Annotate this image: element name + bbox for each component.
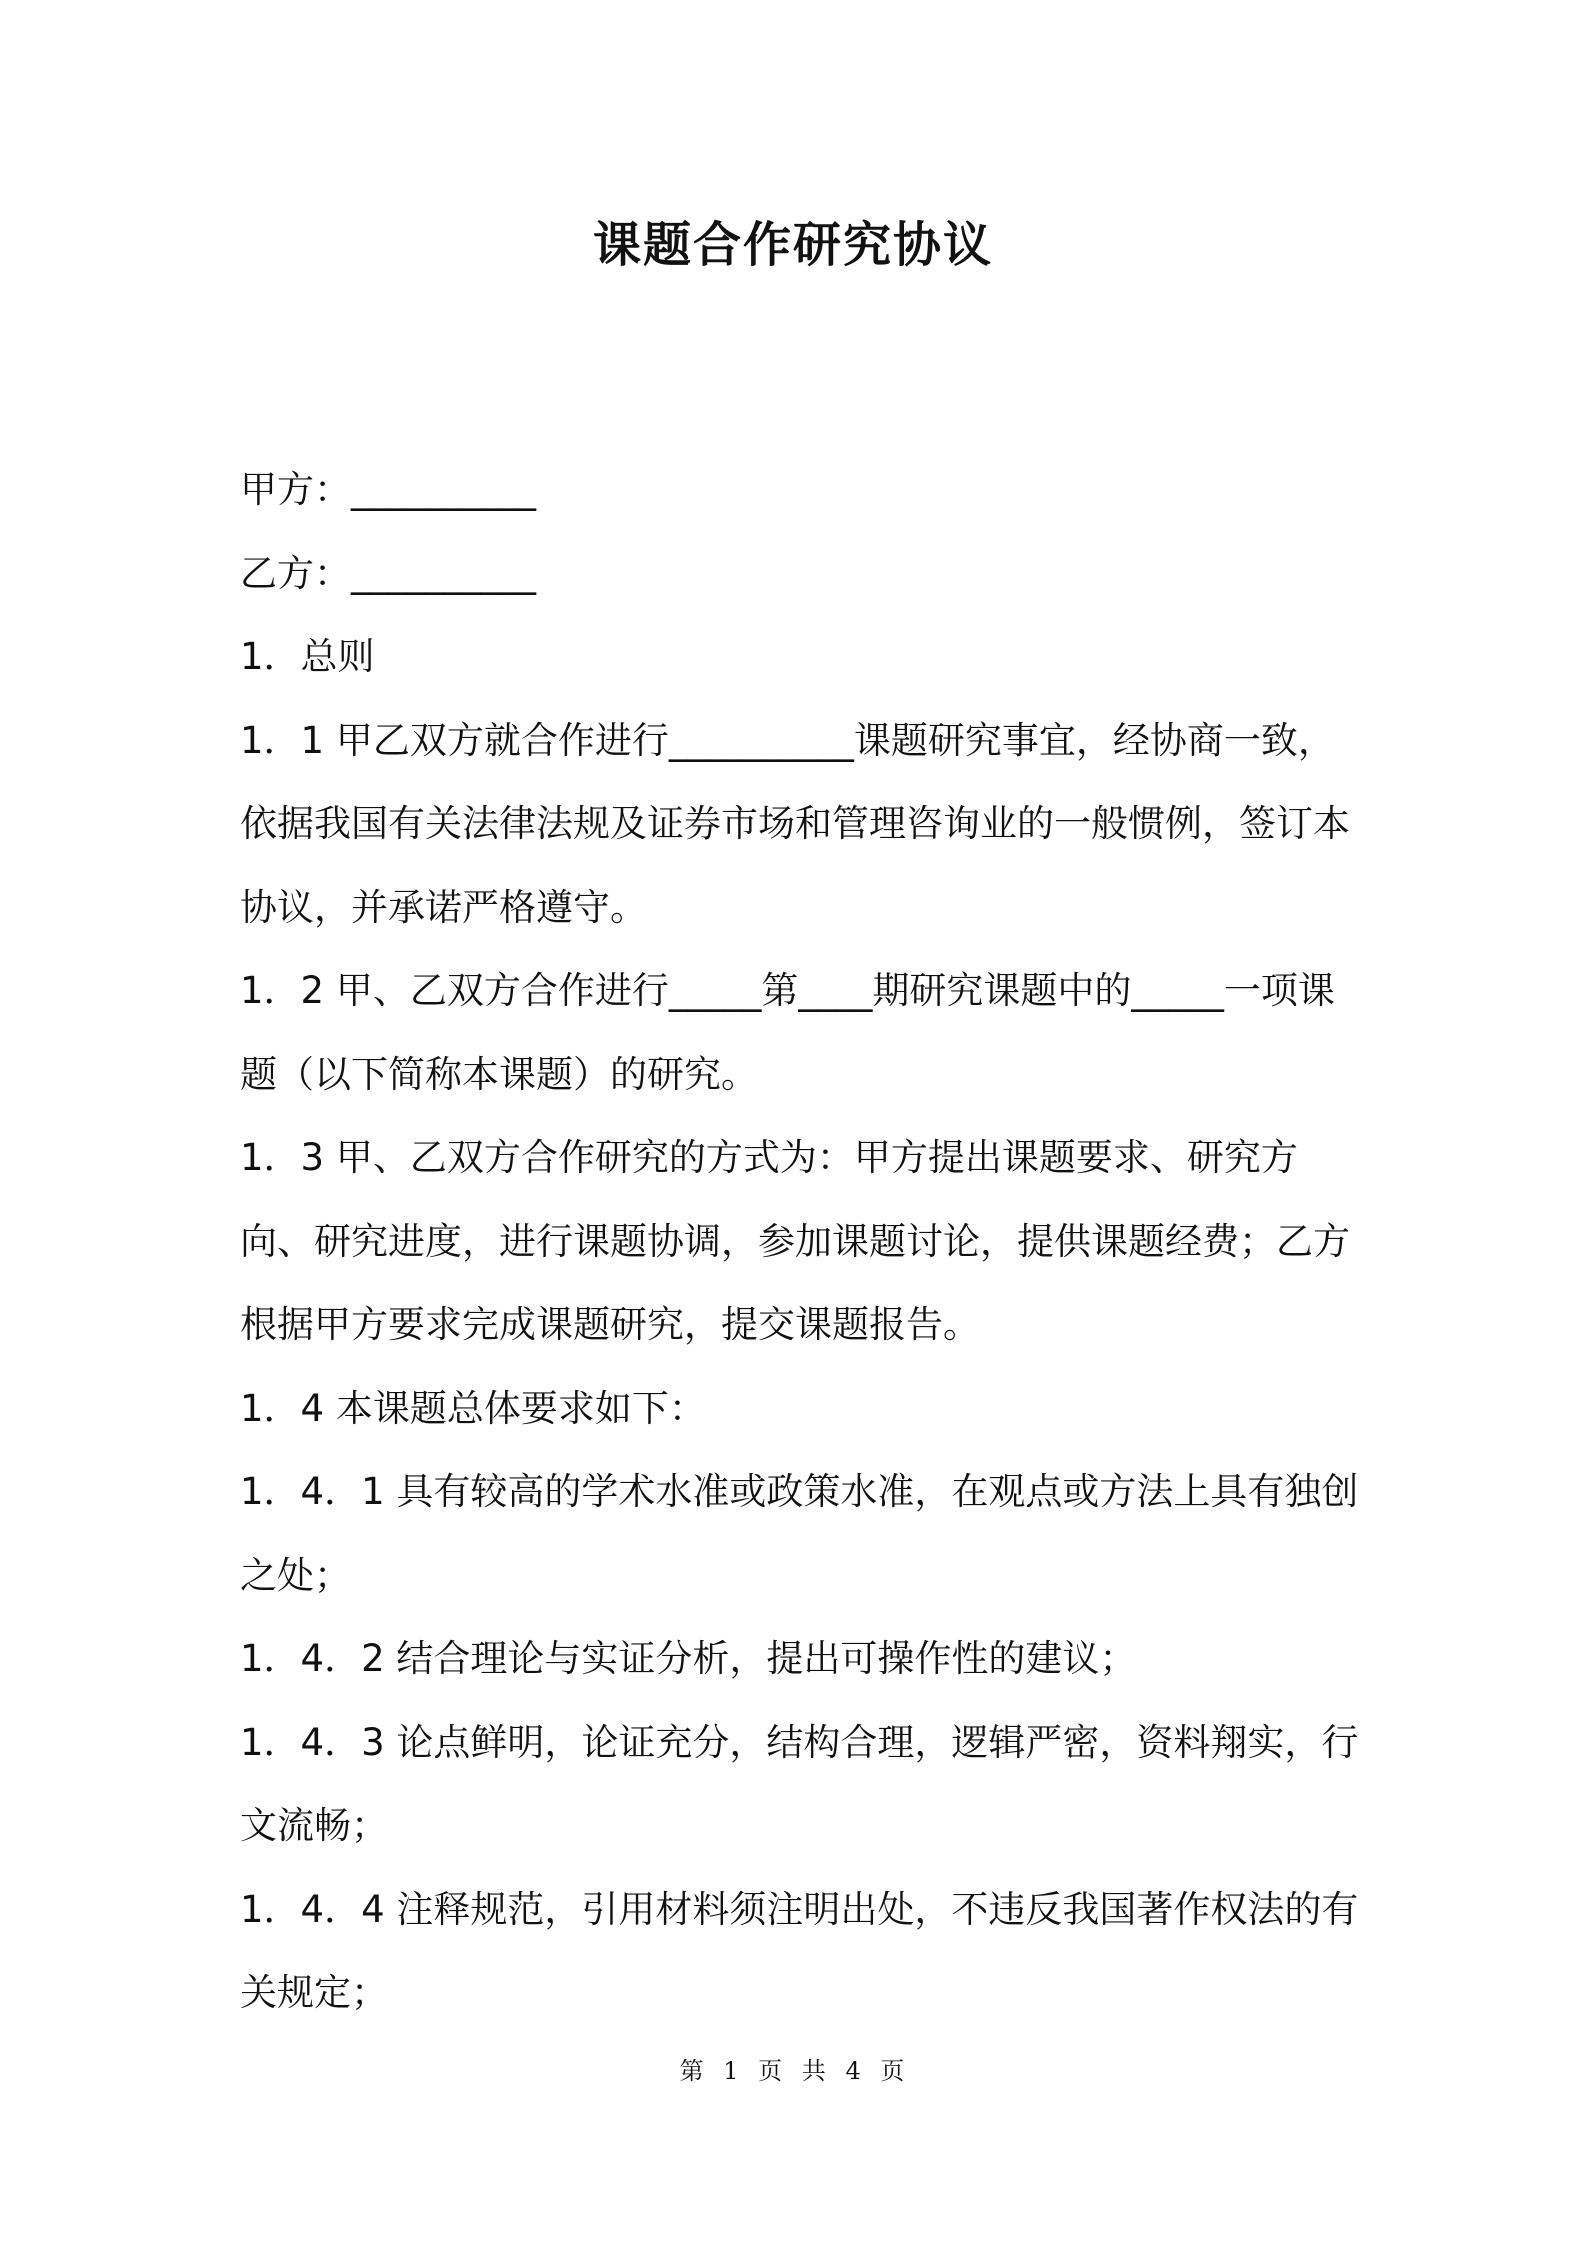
party-b-line: 乙方：__________	[240, 551, 536, 595]
clause-1-4-1: 1．4．1 具有较高的学术水准或政策水准，在观点或方法上具有独创之处；	[240, 1470, 1359, 1597]
document-title: 课题合作研究协议	[592, 217, 993, 273]
clause-1-2: 1．2 甲、乙双方合作进行_____第____期研究课题中的_____一项课题（以下简称本课题）的研究。	[240, 969, 1335, 1096]
clause-1-4: 1．4 本课题总体要求如下：	[240, 1386, 706, 1430]
page-number-footer: 第 1 页 共 4 页	[679, 2057, 907, 2085]
party-a-line: 甲方：__________	[240, 468, 536, 511]
section-heading: 1．总则	[240, 635, 375, 678]
clause-1-1: 1．1 甲乙双方就合作进行__________课题研究事宜，经协商一致，依据我国有关法律法规及证券市场和管理咨询业的一般惯例，签订本协议，并承诺严格遵守。	[240, 718, 1350, 929]
clause-1-4-2: 1．4．2 结合理论与实证分析，提出可操作性的建议；	[240, 1637, 1137, 1680]
clause-1-4-3: 1．4．3 论点鲜明，论证充分，结构合理，逻辑严密，资料翔实，行文流畅；	[240, 1720, 1359, 1847]
clause-1-4-4: 1．4．4 注释规范，引用材料须注明出处，不违反我国著作权法的有关规定；	[240, 1887, 1359, 2014]
clause-1-3: 1．3 甲、乙双方合作研究的方式为：甲方提出课题要求、研究方向、研究进度，进行课题协调，参加课题讨论，提供课题经费；乙方根据甲方要求完成课题研究，提交课题报告。	[240, 1136, 1350, 1346]
document-body	[240, 448, 1360, 2035]
